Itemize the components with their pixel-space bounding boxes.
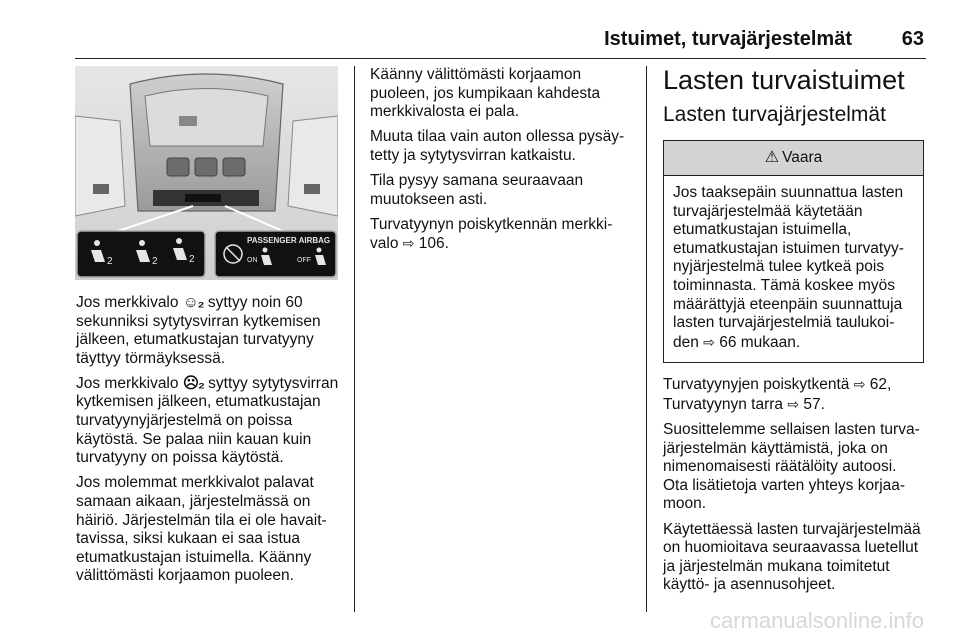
page-link-66[interactable]: 66 mukaan. [714, 333, 801, 351]
paragraph: Suosittelemme sellaisen lasten turvajärjestelmän käyttämistä, joka on nimenomaisesti räätälöity autoosi. Ota lisätietoja varten yhteys korjaamoon. [663, 421, 920, 513]
overhead-console-illustration [75, 66, 338, 280]
column-2 [370, 66, 635, 260]
paragraph: Jos merkkivalo ☹₂ syttyy sytytysvirran kytkemisen jälkeen, etumatkustajan turvatyynyjärjestelmä on poissa käytöstä. Se palaa niin kauan kuin turvatyyny on poissa käytöstä. [76, 374, 339, 467]
paragraph: Jos merkkivalo ☺₂ syttyy noin 60 sekunniksi sytytysvirran kytkemisen jälkeen, etumatkustajan turvatyyny täyttyy törmäyksessä. [76, 294, 321, 367]
paragraph: Turvatyynyn poiskytkennän merkkivalo ⇨ 106. [370, 215, 613, 253]
page-header [0, 0, 960, 56]
warning-box [663, 140, 924, 363]
warning-body: Jos taaksepäin suunnattua lasten turvajärjestelmää käytetään etumatkustajan istuimella, etumatkustajan istuimen turvatyynyjärjestelmä tulee kytkeä pois toiminnasta. Tämä koskee myös määrättyjä eteenpäin suunnattuja lasten turvajärjestelmiä taulukoiden ⇨ 66 mukaan. [673, 184, 904, 351]
paragraph: Käänny välittömästi korjaamon puoleen, jos kumpikaan kahdesta merkkivalosta ei pala. [370, 66, 601, 121]
paragraph: Käytettäessä lasten turvajärjestelmää on huomioitava seuraavassa luetellut ja järjestelmän mukana toimitetut käyttö- ja asennusohjeet. [663, 520, 921, 594]
page-reference-arrow-icon: ⇨ [787, 395, 800, 412]
paragraph: Muuta tilaa vain auton ollessa pysäytetty ja sytytysvirran katkaistu. [370, 128, 625, 164]
column-divider-2 [646, 66, 647, 612]
warning-triangle-icon: ⚠ [764, 148, 780, 166]
airbag-off-icon: ☹₂ [182, 374, 204, 392]
page-reference-arrow-icon: ⇨ [853, 376, 866, 393]
photo-label-2-b: 2 [152, 256, 158, 267]
page-reference-arrow-icon: ⇨ [402, 235, 415, 252]
watermark: carmanualsonline.info [709, 608, 924, 633]
page-section-title: Istuimet, turvajärjestelmät [604, 28, 852, 50]
section-heading: Lasten turvaistuimet [663, 65, 905, 95]
page-link-57[interactable]: 57. [799, 395, 825, 413]
warning-header [664, 141, 923, 176]
paragraph: Jos molemmat merkkivalot palavat samaan aikaan, järjestelmässä on häiriö. Järjestelmän tila ei ole havaittavissa, siksi kukaan ei saa istua etumatkustajan istuimella. Käänny välittömästi korjaamon puoleen. [76, 474, 327, 585]
page-link-106[interactable]: 106. [414, 235, 449, 253]
header-divider [75, 58, 926, 59]
subsection-heading: Lasten turvajärjestelmät [663, 103, 886, 126]
photo-label-passenger-airbag: PASSENGER AIRBAG [247, 236, 331, 245]
paragraph: Tila pysyy samana seuraavaan muutokseen asti. [370, 171, 584, 208]
page-reference-arrow-icon: ⇨ [703, 333, 715, 350]
page-link-62[interactable]: 62, [865, 376, 892, 394]
page-number: 63 [901, 28, 924, 50]
paragraph: Turvatyynyjen poiskytkentä ⇨ 62, Turvatyynyn tarra ⇨ 57. [663, 376, 892, 413]
photo-label-2-a: 2 [107, 256, 113, 267]
column-1 [76, 294, 340, 592]
column-3 [663, 64, 925, 601]
column-divider-1 [354, 66, 355, 612]
airbag-on-icon: ☺₂ [182, 294, 204, 311]
warning-title: Vaara [782, 148, 823, 166]
photo-label-2-c: 2 [189, 254, 195, 265]
photo-label-on: ON [247, 257, 258, 264]
overhead-console-photo [75, 66, 338, 280]
photo-label-off: OFF [297, 257, 311, 264]
